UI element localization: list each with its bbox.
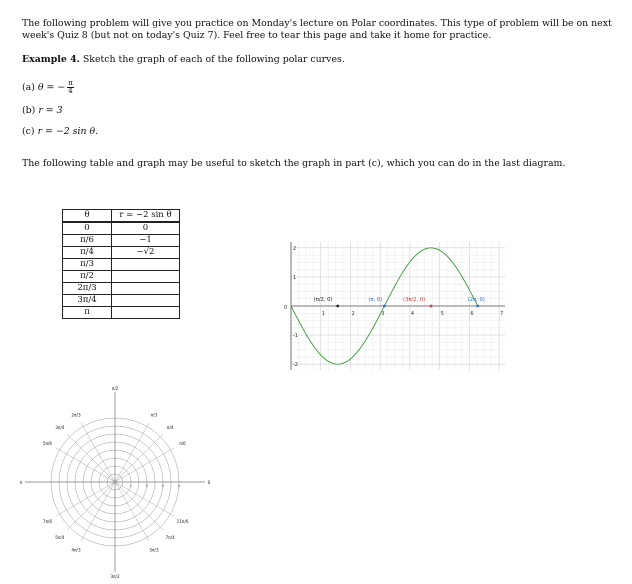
angle-label: π/6	[179, 441, 186, 446]
table-cell-r	[112, 271, 180, 283]
point-label: (3π/2, 0)	[403, 297, 426, 303]
polar-ray	[67, 434, 115, 482]
polar-ray	[56, 482, 115, 516]
table-cell-theta: 0	[63, 222, 112, 235]
angle-label: 7π/4	[165, 535, 175, 541]
x-tick-label: 1	[321, 311, 325, 317]
part-a-numerator: π	[68, 79, 73, 87]
angle-label: 5π/3	[149, 547, 159, 553]
table-cell-theta: 2π/3	[63, 283, 112, 295]
angle-label: 0	[207, 480, 211, 485]
angle-label: π/4	[166, 424, 174, 430]
angle-label: 11π/6	[176, 519, 189, 524]
table-cell-r	[112, 307, 180, 319]
part-c-text: r = −2 sin θ.	[37, 126, 99, 137]
y-tick-label: 1	[293, 274, 297, 281]
table-cell-theta: π	[63, 307, 112, 319]
polar-ray	[56, 448, 115, 482]
useful-note: The following table and graph may be useful to sketch the graph in part (c), which you can do in the last diagram.	[22, 158, 566, 169]
angle-label: π/2	[111, 386, 119, 391]
x-tick-label: 3	[381, 311, 385, 317]
data-point	[383, 305, 386, 308]
polar-ray	[115, 423, 149, 482]
table-row	[63, 283, 180, 295]
part-a-fraction	[67, 80, 74, 95]
example-heading	[22, 54, 345, 66]
part-a	[22, 80, 74, 95]
axis-tick-label: 4	[177, 483, 181, 488]
table-cell-theta: π/2	[63, 271, 112, 283]
angle-label: 4π/3	[71, 547, 81, 553]
x-tick-label: 2	[351, 311, 355, 317]
table-row	[63, 235, 180, 247]
x-tick-label: 5	[440, 311, 444, 317]
polar-grid	[20, 382, 210, 582]
part-a-denominator: 4	[68, 87, 73, 95]
table-header-r: r = −2 sin θ	[112, 210, 180, 223]
table-row	[63, 247, 180, 259]
part-c	[22, 126, 98, 138]
axis-tick-label: 1	[129, 483, 133, 488]
table-cell-theta: π/4	[63, 247, 112, 259]
point-label: (2π, 0)	[467, 297, 485, 303]
angle-label: 2π/3	[71, 412, 81, 418]
table-row	[63, 307, 180, 319]
polar-ray	[115, 482, 149, 541]
angle-label: 3π/4	[55, 424, 65, 430]
table-cell-r: −1	[112, 235, 180, 247]
origin-label: 0	[284, 305, 288, 311]
angle-label: 5π/4	[55, 535, 65, 541]
part-a-label: (a)	[22, 82, 35, 93]
table-row	[63, 222, 180, 235]
table-cell-theta: π/3	[63, 259, 112, 271]
polar-ray	[115, 448, 174, 482]
part-b-text: r = 3	[38, 105, 63, 116]
y-tick-label: -1	[293, 333, 298, 340]
y-tick-label: 2	[293, 245, 297, 252]
table-header-row	[63, 210, 180, 223]
value-table	[62, 209, 180, 319]
point-label: (π, 0)	[368, 297, 383, 303]
table-row	[63, 259, 180, 271]
polar-ray	[81, 423, 115, 482]
table-cell-r: −√2	[112, 247, 180, 259]
table-cell-r	[112, 283, 180, 295]
angle-label: 3π/2	[110, 574, 120, 579]
example-label: Example 4.	[22, 54, 80, 65]
x-tick-label: 6	[470, 311, 474, 317]
point-label: (π/2, 0)	[313, 297, 333, 303]
axis-tick-label: 2	[145, 483, 149, 488]
sine-graph	[283, 236, 513, 376]
axis-tick-label: 3	[161, 483, 165, 488]
data-point	[336, 305, 339, 308]
table-cell-r	[112, 295, 180, 307]
part-b-label: (b)	[22, 105, 36, 116]
angle-label: 7π/6	[42, 519, 53, 524]
table-cell-r	[112, 259, 180, 271]
polar-ray	[67, 482, 115, 530]
x-tick-label: 7	[500, 311, 504, 317]
example-text: Sketch the graph of each of the following polar curves.	[82, 54, 345, 65]
angle-label: π	[19, 480, 23, 485]
table-row	[63, 271, 180, 283]
table-cell-theta: π/6	[63, 235, 112, 247]
polar-ray	[115, 482, 163, 530]
angle-label: 5π/6	[42, 441, 53, 446]
table-row	[63, 295, 180, 307]
polar-ray	[81, 482, 115, 541]
y-tick-label: -2	[293, 362, 298, 369]
table-cell-theta: 3π/4	[63, 295, 112, 307]
polar-ray	[115, 434, 163, 482]
data-point	[430, 305, 433, 308]
intro-paragraph: The following problem will give you practice on Monday's lecture on Polar coordinates. This type of problem will be on next week's Quiz 8 (but not on today's Quiz 7). Feel free to tear this page and take it home for practice.	[22, 18, 612, 41]
x-tick-label: 4	[410, 311, 415, 317]
part-a-lhs: θ = −	[37, 82, 66, 93]
table-cell-r: 0	[112, 222, 180, 235]
data-point	[476, 305, 479, 308]
table-header-theta: θ	[63, 210, 112, 223]
angle-label: π/3	[150, 412, 158, 418]
part-c-label: (c)	[22, 126, 35, 137]
part-b	[22, 105, 63, 117]
polar-ray	[115, 482, 174, 516]
